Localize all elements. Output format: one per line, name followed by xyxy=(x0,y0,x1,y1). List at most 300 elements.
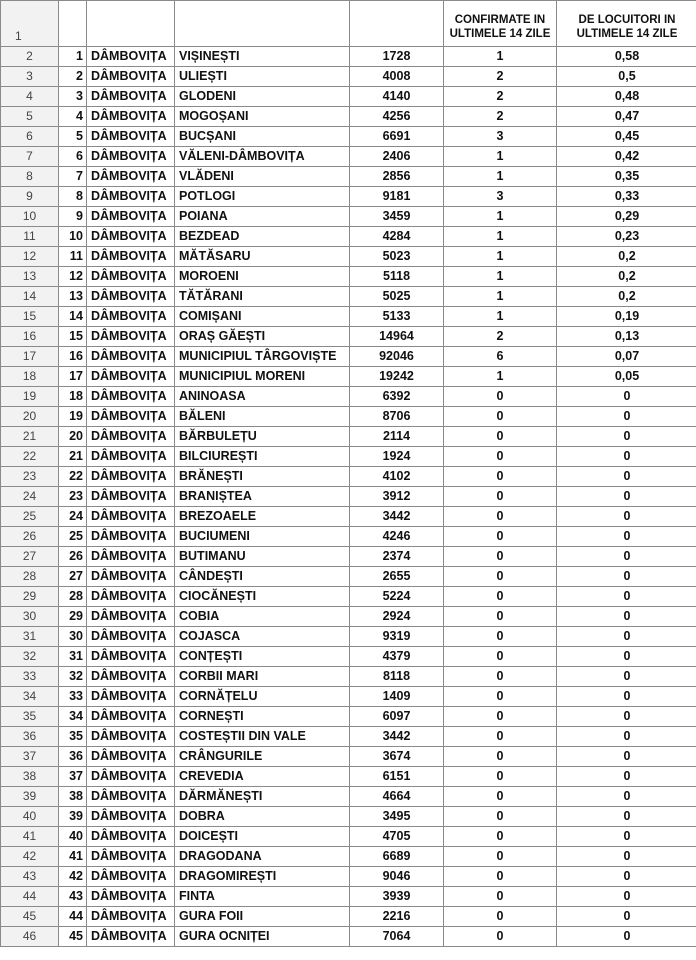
row-number[interactable]: 4 xyxy=(1,87,59,107)
cell-rate[interactable]: 0 xyxy=(557,867,696,887)
row-number[interactable]: 28 xyxy=(1,567,59,587)
row-number[interactable]: 2 xyxy=(1,47,59,67)
cell-locality[interactable]: BREZOAELE xyxy=(175,507,350,527)
cell-rate[interactable]: 0 xyxy=(557,467,696,487)
cell-county[interactable]: DÂMBOVIȚA xyxy=(87,67,175,87)
row-number[interactable]: 14 xyxy=(1,287,59,307)
cell-population[interactable]: 4246 xyxy=(350,527,444,547)
cell-county[interactable]: DÂMBOVIȚA xyxy=(87,247,175,267)
cell-locality[interactable]: BEZDEAD xyxy=(175,227,350,247)
cell-confirmed[interactable]: 0 xyxy=(444,887,557,907)
cell-population[interactable]: 8706 xyxy=(350,407,444,427)
cell-confirmed[interactable]: 6 xyxy=(444,347,557,367)
row-number[interactable]: 34 xyxy=(1,687,59,707)
cell-rate[interactable]: 0 xyxy=(557,827,696,847)
cell-county[interactable]: DÂMBOVIȚA xyxy=(87,87,175,107)
cell-population[interactable]: 14964 xyxy=(350,327,444,347)
cell-confirmed[interactable]: 0 xyxy=(444,747,557,767)
cell-rate[interactable]: 0 xyxy=(557,787,696,807)
cell-rate[interactable]: 0 xyxy=(557,747,696,767)
cell-county[interactable]: DÂMBOVIȚA xyxy=(87,767,175,787)
cell-locality[interactable]: MOROENI xyxy=(175,267,350,287)
cell-confirmed[interactable]: 0 xyxy=(444,767,557,787)
cell-rate[interactable]: 0,05 xyxy=(557,367,696,387)
cell-index[interactable]: 24 xyxy=(59,507,87,527)
cell-population[interactable]: 2924 xyxy=(350,607,444,627)
cell-index[interactable]: 21 xyxy=(59,447,87,467)
cell-index[interactable]: 27 xyxy=(59,567,87,587)
cell-confirmed[interactable]: 1 xyxy=(444,287,557,307)
cell-confirmed[interactable]: 2 xyxy=(444,107,557,127)
cell-county[interactable]: DÂMBOVIȚA xyxy=(87,927,175,947)
cell-locality[interactable]: DOICEȘTI xyxy=(175,827,350,847)
cell-locality[interactable]: TĂTĂRANI xyxy=(175,287,350,307)
cell-population[interactable]: 2114 xyxy=(350,427,444,447)
row-number[interactable]: 24 xyxy=(1,487,59,507)
cell-confirmed[interactable]: 0 xyxy=(444,527,557,547)
cell-population[interactable]: 5025 xyxy=(350,287,444,307)
cell-confirmed[interactable]: 2 xyxy=(444,87,557,107)
cell-population[interactable]: 2655 xyxy=(350,567,444,587)
cell-index[interactable]: 25 xyxy=(59,527,87,547)
row-number[interactable]: 3 xyxy=(1,67,59,87)
row-number[interactable]: 7 xyxy=(1,147,59,167)
cell-population[interactable]: 9046 xyxy=(350,867,444,887)
cell-index[interactable]: 10 xyxy=(59,227,87,247)
cell-index[interactable]: 5 xyxy=(59,127,87,147)
cell-index[interactable]: 11 xyxy=(59,247,87,267)
cell-confirmed[interactable]: 1 xyxy=(444,247,557,267)
cell-confirmed[interactable]: 2 xyxy=(444,327,557,347)
cell-index[interactable]: 9 xyxy=(59,207,87,227)
row-number[interactable]: 43 xyxy=(1,867,59,887)
cell-confirmed[interactable]: 0 xyxy=(444,587,557,607)
cell-locality[interactable]: DRAGOMIREȘTI xyxy=(175,867,350,887)
cell-rate[interactable]: 0 xyxy=(557,887,696,907)
cell-confirmed[interactable]: 1 xyxy=(444,227,557,247)
cell-confirmed[interactable]: 0 xyxy=(444,567,557,587)
cell-county[interactable]: DÂMBOVIȚA xyxy=(87,747,175,767)
cell-index[interactable]: 37 xyxy=(59,767,87,787)
row-number[interactable]: 40 xyxy=(1,807,59,827)
cell-population[interactable]: 6691 xyxy=(350,127,444,147)
cell-confirmed[interactable]: 0 xyxy=(444,627,557,647)
row-number[interactable]: 41 xyxy=(1,827,59,847)
cell-locality[interactable]: MUNICIPIUL MORENI xyxy=(175,367,350,387)
row-number-header[interactable]: 1 xyxy=(1,1,59,47)
cell-rate[interactable]: 0,23 xyxy=(557,227,696,247)
cell-index[interactable]: 42 xyxy=(59,867,87,887)
cell-county[interactable]: DÂMBOVIȚA xyxy=(87,567,175,587)
cell-locality[interactable]: COJASCA xyxy=(175,627,350,647)
cell-confirmed[interactable]: 0 xyxy=(444,607,557,627)
cell-locality[interactable]: VĂLENI-DÂMBOVIȚA xyxy=(175,147,350,167)
row-number[interactable]: 38 xyxy=(1,767,59,787)
cell-index[interactable]: 34 xyxy=(59,707,87,727)
cell-locality[interactable]: GURA OCNIȚEI xyxy=(175,927,350,947)
cell-rate[interactable]: 0 xyxy=(557,627,696,647)
cell-confirmed[interactable]: 1 xyxy=(444,47,557,67)
cell-confirmed[interactable]: 0 xyxy=(444,827,557,847)
cell-locality[interactable]: CIOCĂNEȘTI xyxy=(175,587,350,607)
cell-locality[interactable]: BRĂNEȘTI xyxy=(175,467,350,487)
cell-county[interactable]: DÂMBOVIȚA xyxy=(87,167,175,187)
cell-index[interactable]: 23 xyxy=(59,487,87,507)
cell-population[interactable]: 92046 xyxy=(350,347,444,367)
cell-confirmed[interactable]: 1 xyxy=(444,207,557,227)
cell-rate[interactable]: 0,07 xyxy=(557,347,696,367)
row-number[interactable]: 15 xyxy=(1,307,59,327)
cell-index[interactable]: 15 xyxy=(59,327,87,347)
cell-confirmed[interactable]: 0 xyxy=(444,807,557,827)
cell-county[interactable]: DÂMBOVIȚA xyxy=(87,307,175,327)
row-number[interactable]: 18 xyxy=(1,367,59,387)
row-number[interactable]: 29 xyxy=(1,587,59,607)
cell-locality[interactable]: CREVEDIA xyxy=(175,767,350,787)
cell-index[interactable]: 36 xyxy=(59,747,87,767)
cell-population[interactable]: 1728 xyxy=(350,47,444,67)
cell-index[interactable]: 33 xyxy=(59,687,87,707)
cell-population[interactable]: 7064 xyxy=(350,927,444,947)
row-number[interactable]: 22 xyxy=(1,447,59,467)
row-number[interactable]: 10 xyxy=(1,207,59,227)
cell-rate[interactable]: 0 xyxy=(557,847,696,867)
cell-county[interactable]: DÂMBOVIȚA xyxy=(87,367,175,387)
cell-county[interactable]: DÂMBOVIȚA xyxy=(87,507,175,527)
row-number[interactable]: 9 xyxy=(1,187,59,207)
cell-county[interactable]: DÂMBOVIȚA xyxy=(87,847,175,867)
cell-population[interactable]: 5023 xyxy=(350,247,444,267)
cell-confirmed[interactable]: 0 xyxy=(444,667,557,687)
cell-county[interactable]: DÂMBOVIȚA xyxy=(87,607,175,627)
cell-county[interactable]: DÂMBOVIȚA xyxy=(87,527,175,547)
cell-population[interactable]: 9181 xyxy=(350,187,444,207)
cell-confirmed[interactable]: 0 xyxy=(444,467,557,487)
cell-rate[interactable]: 0 xyxy=(557,607,696,627)
cell-rate[interactable]: 0,42 xyxy=(557,147,696,167)
cell-confirmed[interactable]: 1 xyxy=(444,167,557,187)
cell-population[interactable]: 4664 xyxy=(350,787,444,807)
cell-index[interactable]: 38 xyxy=(59,787,87,807)
cell-population[interactable]: 3495 xyxy=(350,807,444,827)
header-cell-rate[interactable]: DE LOCUITORI IN ULTIMELE 14 ZILE xyxy=(557,1,696,47)
cell-population[interactable]: 2406 xyxy=(350,147,444,167)
cell-index[interactable]: 26 xyxy=(59,547,87,567)
cell-index[interactable]: 29 xyxy=(59,607,87,627)
cell-locality[interactable]: POTLOGI xyxy=(175,187,350,207)
row-number[interactable]: 45 xyxy=(1,907,59,927)
cell-locality[interactable]: BRANIȘTEA xyxy=(175,487,350,507)
cell-index[interactable]: 13 xyxy=(59,287,87,307)
cell-rate[interactable]: 0,33 xyxy=(557,187,696,207)
cell-index[interactable]: 16 xyxy=(59,347,87,367)
cell-population[interactable]: 4379 xyxy=(350,647,444,667)
header-cell-locality[interactable] xyxy=(175,1,350,47)
cell-county[interactable]: DÂMBOVIȚA xyxy=(87,107,175,127)
cell-rate[interactable]: 0 xyxy=(557,427,696,447)
cell-confirmed[interactable]: 0 xyxy=(444,787,557,807)
cell-rate[interactable]: 0,58 xyxy=(557,47,696,67)
cell-index[interactable]: 44 xyxy=(59,907,87,927)
row-number[interactable]: 36 xyxy=(1,727,59,747)
cell-county[interactable]: DÂMBOVIȚA xyxy=(87,187,175,207)
cell-rate[interactable]: 0 xyxy=(557,767,696,787)
cell-county[interactable]: DÂMBOVIȚA xyxy=(87,447,175,467)
cell-index[interactable]: 8 xyxy=(59,187,87,207)
cell-confirmed[interactable]: 0 xyxy=(444,867,557,887)
cell-rate[interactable]: 0 xyxy=(557,927,696,947)
cell-locality[interactable]: DRAGODANA xyxy=(175,847,350,867)
cell-locality[interactable]: CORNEȘTI xyxy=(175,707,350,727)
header-cell-county[interactable] xyxy=(87,1,175,47)
cell-county[interactable]: DÂMBOVIȚA xyxy=(87,907,175,927)
cell-population[interactable]: 6392 xyxy=(350,387,444,407)
cell-county[interactable]: DÂMBOVIȚA xyxy=(87,727,175,747)
cell-rate[interactable]: 0 xyxy=(557,547,696,567)
cell-rate[interactable]: 0 xyxy=(557,647,696,667)
cell-population[interactable]: 19242 xyxy=(350,367,444,387)
cell-locality[interactable]: POIANA xyxy=(175,207,350,227)
row-number[interactable]: 37 xyxy=(1,747,59,767)
cell-locality[interactable]: BUTIMANU xyxy=(175,547,350,567)
cell-confirmed[interactable]: 1 xyxy=(444,367,557,387)
cell-locality[interactable]: ULIEȘTI xyxy=(175,67,350,87)
cell-locality[interactable]: DĂRMĂNEȘTI xyxy=(175,787,350,807)
row-number[interactable]: 33 xyxy=(1,667,59,687)
cell-confirmed[interactable]: 1 xyxy=(444,147,557,167)
cell-population[interactable]: 6097 xyxy=(350,707,444,727)
cell-index[interactable]: 2 xyxy=(59,67,87,87)
row-number[interactable]: 20 xyxy=(1,407,59,427)
cell-index[interactable]: 7 xyxy=(59,167,87,187)
cell-locality[interactable]: CÂNDEȘTI xyxy=(175,567,350,587)
cell-index[interactable]: 17 xyxy=(59,367,87,387)
row-number[interactable]: 46 xyxy=(1,927,59,947)
cell-population[interactable]: 6151 xyxy=(350,767,444,787)
cell-confirmed[interactable]: 0 xyxy=(444,687,557,707)
cell-rate[interactable]: 0,2 xyxy=(557,287,696,307)
cell-rate[interactable]: 0 xyxy=(557,587,696,607)
cell-locality[interactable]: GURA FOII xyxy=(175,907,350,927)
row-number[interactable]: 26 xyxy=(1,527,59,547)
cell-confirmed[interactable]: 0 xyxy=(444,487,557,507)
cell-index[interactable]: 20 xyxy=(59,427,87,447)
cell-rate[interactable]: 0 xyxy=(557,907,696,927)
cell-index[interactable]: 12 xyxy=(59,267,87,287)
cell-locality[interactable]: VIȘINEȘTI xyxy=(175,47,350,67)
cell-population[interactable]: 2374 xyxy=(350,547,444,567)
cell-population[interactable]: 3459 xyxy=(350,207,444,227)
cell-index[interactable]: 22 xyxy=(59,467,87,487)
cell-county[interactable]: DÂMBOVIȚA xyxy=(87,347,175,367)
cell-population[interactable]: 5224 xyxy=(350,587,444,607)
cell-locality[interactable]: BUCȘANI xyxy=(175,127,350,147)
cell-county[interactable]: DÂMBOVIȚA xyxy=(87,627,175,647)
cell-index[interactable]: 18 xyxy=(59,387,87,407)
cell-rate[interactable]: 0,29 xyxy=(557,207,696,227)
cell-confirmed[interactable]: 0 xyxy=(444,387,557,407)
row-number[interactable]: 21 xyxy=(1,427,59,447)
cell-rate[interactable]: 0,47 xyxy=(557,107,696,127)
cell-locality[interactable]: COBIA xyxy=(175,607,350,627)
cell-index[interactable]: 4 xyxy=(59,107,87,127)
cell-index[interactable]: 14 xyxy=(59,307,87,327)
cell-locality[interactable]: BUCIUMENI xyxy=(175,527,350,547)
cell-county[interactable]: DÂMBOVIȚA xyxy=(87,407,175,427)
cell-county[interactable]: DÂMBOVIȚA xyxy=(87,827,175,847)
cell-index[interactable]: 1 xyxy=(59,47,87,67)
cell-county[interactable]: DÂMBOVIȚA xyxy=(87,47,175,67)
cell-locality[interactable]: MĂTĂSARU xyxy=(175,247,350,267)
cell-rate[interactable]: 0 xyxy=(557,687,696,707)
row-number[interactable]: 44 xyxy=(1,887,59,907)
cell-locality[interactable]: BĂRBULEȚU xyxy=(175,427,350,447)
row-number[interactable]: 6 xyxy=(1,127,59,147)
cell-county[interactable]: DÂMBOVIȚA xyxy=(87,707,175,727)
row-number[interactable]: 13 xyxy=(1,267,59,287)
cell-locality[interactable]: BILCIUREȘTI xyxy=(175,447,350,467)
row-number[interactable]: 12 xyxy=(1,247,59,267)
cell-index[interactable]: 3 xyxy=(59,87,87,107)
cell-population[interactable]: 8118 xyxy=(350,667,444,687)
cell-index[interactable]: 45 xyxy=(59,927,87,947)
row-number[interactable]: 27 xyxy=(1,547,59,567)
cell-confirmed[interactable]: 1 xyxy=(444,267,557,287)
cell-rate[interactable]: 0 xyxy=(557,527,696,547)
row-number[interactable]: 23 xyxy=(1,467,59,487)
row-number[interactable]: 30 xyxy=(1,607,59,627)
row-number[interactable]: 31 xyxy=(1,627,59,647)
cell-locality[interactable]: BĂLENI xyxy=(175,407,350,427)
cell-index[interactable]: 31 xyxy=(59,647,87,667)
cell-population[interactable]: 2216 xyxy=(350,907,444,927)
cell-index[interactable]: 6 xyxy=(59,147,87,167)
cell-population[interactable]: 3442 xyxy=(350,727,444,747)
cell-county[interactable]: DÂMBOVIȚA xyxy=(87,227,175,247)
cell-rate[interactable]: 0,35 xyxy=(557,167,696,187)
cell-county[interactable]: DÂMBOVIȚA xyxy=(87,587,175,607)
cell-rate[interactable]: 0,2 xyxy=(557,247,696,267)
cell-index[interactable]: 39 xyxy=(59,807,87,827)
cell-county[interactable]: DÂMBOVIȚA xyxy=(87,807,175,827)
cell-index[interactable]: 35 xyxy=(59,727,87,747)
cell-index[interactable]: 43 xyxy=(59,887,87,907)
cell-population[interactable]: 4705 xyxy=(350,827,444,847)
cell-population[interactable]: 4008 xyxy=(350,67,444,87)
cell-index[interactable]: 19 xyxy=(59,407,87,427)
cell-county[interactable]: DÂMBOVIȚA xyxy=(87,467,175,487)
cell-population[interactable]: 3674 xyxy=(350,747,444,767)
cell-locality[interactable]: CRÂNGURILE xyxy=(175,747,350,767)
cell-confirmed[interactable]: 1 xyxy=(444,307,557,327)
cell-population[interactable]: 4140 xyxy=(350,87,444,107)
cell-locality[interactable]: VLĂDENI xyxy=(175,167,350,187)
cell-county[interactable]: DÂMBOVIȚA xyxy=(87,547,175,567)
row-number[interactable]: 32 xyxy=(1,647,59,667)
cell-population[interactable]: 3912 xyxy=(350,487,444,507)
cell-rate[interactable]: 0 xyxy=(557,387,696,407)
cell-confirmed[interactable]: 3 xyxy=(444,127,557,147)
cell-rate[interactable]: 0,2 xyxy=(557,267,696,287)
cell-confirmed[interactable]: 0 xyxy=(444,407,557,427)
cell-rate[interactable]: 0,5 xyxy=(557,67,696,87)
cell-county[interactable]: DÂMBOVIȚA xyxy=(87,427,175,447)
cell-rate[interactable]: 0 xyxy=(557,707,696,727)
cell-county[interactable]: DÂMBOVIȚA xyxy=(87,647,175,667)
header-cell-index[interactable] xyxy=(59,1,87,47)
cell-population[interactable]: 1924 xyxy=(350,447,444,467)
cell-locality[interactable]: CORNĂȚELU xyxy=(175,687,350,707)
cell-locality[interactable]: MUNICIPIUL TÂRGOVIȘTE xyxy=(175,347,350,367)
cell-locality[interactable]: COSTEȘTII DIN VALE xyxy=(175,727,350,747)
cell-locality[interactable]: DOBRA xyxy=(175,807,350,827)
row-number[interactable]: 17 xyxy=(1,347,59,367)
cell-rate[interactable]: 0 xyxy=(557,407,696,427)
cell-county[interactable]: DÂMBOVIȚA xyxy=(87,487,175,507)
cell-population[interactable]: 3939 xyxy=(350,887,444,907)
cell-confirmed[interactable]: 3 xyxy=(444,187,557,207)
row-number[interactable]: 8 xyxy=(1,167,59,187)
cell-county[interactable]: DÂMBOVIȚA xyxy=(87,867,175,887)
cell-rate[interactable]: 0 xyxy=(557,667,696,687)
cell-confirmed[interactable]: 0 xyxy=(444,707,557,727)
cell-rate[interactable]: 0 xyxy=(557,447,696,467)
cell-locality[interactable]: CORBII MARI xyxy=(175,667,350,687)
cell-confirmed[interactable]: 0 xyxy=(444,907,557,927)
row-number[interactable]: 35 xyxy=(1,707,59,727)
header-cell-population[interactable] xyxy=(350,1,444,47)
cell-confirmed[interactable]: 0 xyxy=(444,847,557,867)
cell-population[interactable]: 5133 xyxy=(350,307,444,327)
cell-population[interactable]: 4102 xyxy=(350,467,444,487)
cell-confirmed[interactable]: 0 xyxy=(444,647,557,667)
cell-rate[interactable]: 0 xyxy=(557,727,696,747)
cell-county[interactable]: DÂMBOVIȚA xyxy=(87,687,175,707)
cell-county[interactable]: DÂMBOVIȚA xyxy=(87,267,175,287)
row-number[interactable]: 5 xyxy=(1,107,59,127)
cell-county[interactable]: DÂMBOVIȚA xyxy=(87,387,175,407)
cell-population[interactable]: 5118 xyxy=(350,267,444,287)
cell-locality[interactable]: ANINOASA xyxy=(175,387,350,407)
cell-index[interactable]: 32 xyxy=(59,667,87,687)
cell-county[interactable]: DÂMBOVIȚA xyxy=(87,287,175,307)
cell-index[interactable]: 41 xyxy=(59,847,87,867)
cell-population[interactable]: 4284 xyxy=(350,227,444,247)
cell-locality[interactable]: CONȚEȘTI xyxy=(175,647,350,667)
cell-index[interactable]: 40 xyxy=(59,827,87,847)
cell-rate[interactable]: 0 xyxy=(557,807,696,827)
cell-index[interactable]: 28 xyxy=(59,587,87,607)
cell-confirmed[interactable]: 0 xyxy=(444,427,557,447)
cell-rate[interactable]: 0,19 xyxy=(557,307,696,327)
cell-confirmed[interactable]: 2 xyxy=(444,67,557,87)
cell-county[interactable]: DÂMBOVIȚA xyxy=(87,327,175,347)
cell-index[interactable]: 30 xyxy=(59,627,87,647)
header-cell-confirmed[interactable]: CONFIRMATE IN ULTIMELE 14 ZILE xyxy=(444,1,557,47)
cell-rate[interactable]: 0 xyxy=(557,487,696,507)
cell-county[interactable]: DÂMBOVIȚA xyxy=(87,207,175,227)
cell-rate[interactable]: 0,45 xyxy=(557,127,696,147)
cell-locality[interactable]: MOGOȘANI xyxy=(175,107,350,127)
cell-county[interactable]: DÂMBOVIȚA xyxy=(87,667,175,687)
cell-population[interactable]: 6689 xyxy=(350,847,444,867)
cell-population[interactable]: 2856 xyxy=(350,167,444,187)
cell-county[interactable]: DÂMBOVIȚA xyxy=(87,887,175,907)
cell-confirmed[interactable]: 0 xyxy=(444,447,557,467)
cell-confirmed[interactable]: 0 xyxy=(444,727,557,747)
cell-population[interactable]: 3442 xyxy=(350,507,444,527)
row-number[interactable]: 11 xyxy=(1,227,59,247)
